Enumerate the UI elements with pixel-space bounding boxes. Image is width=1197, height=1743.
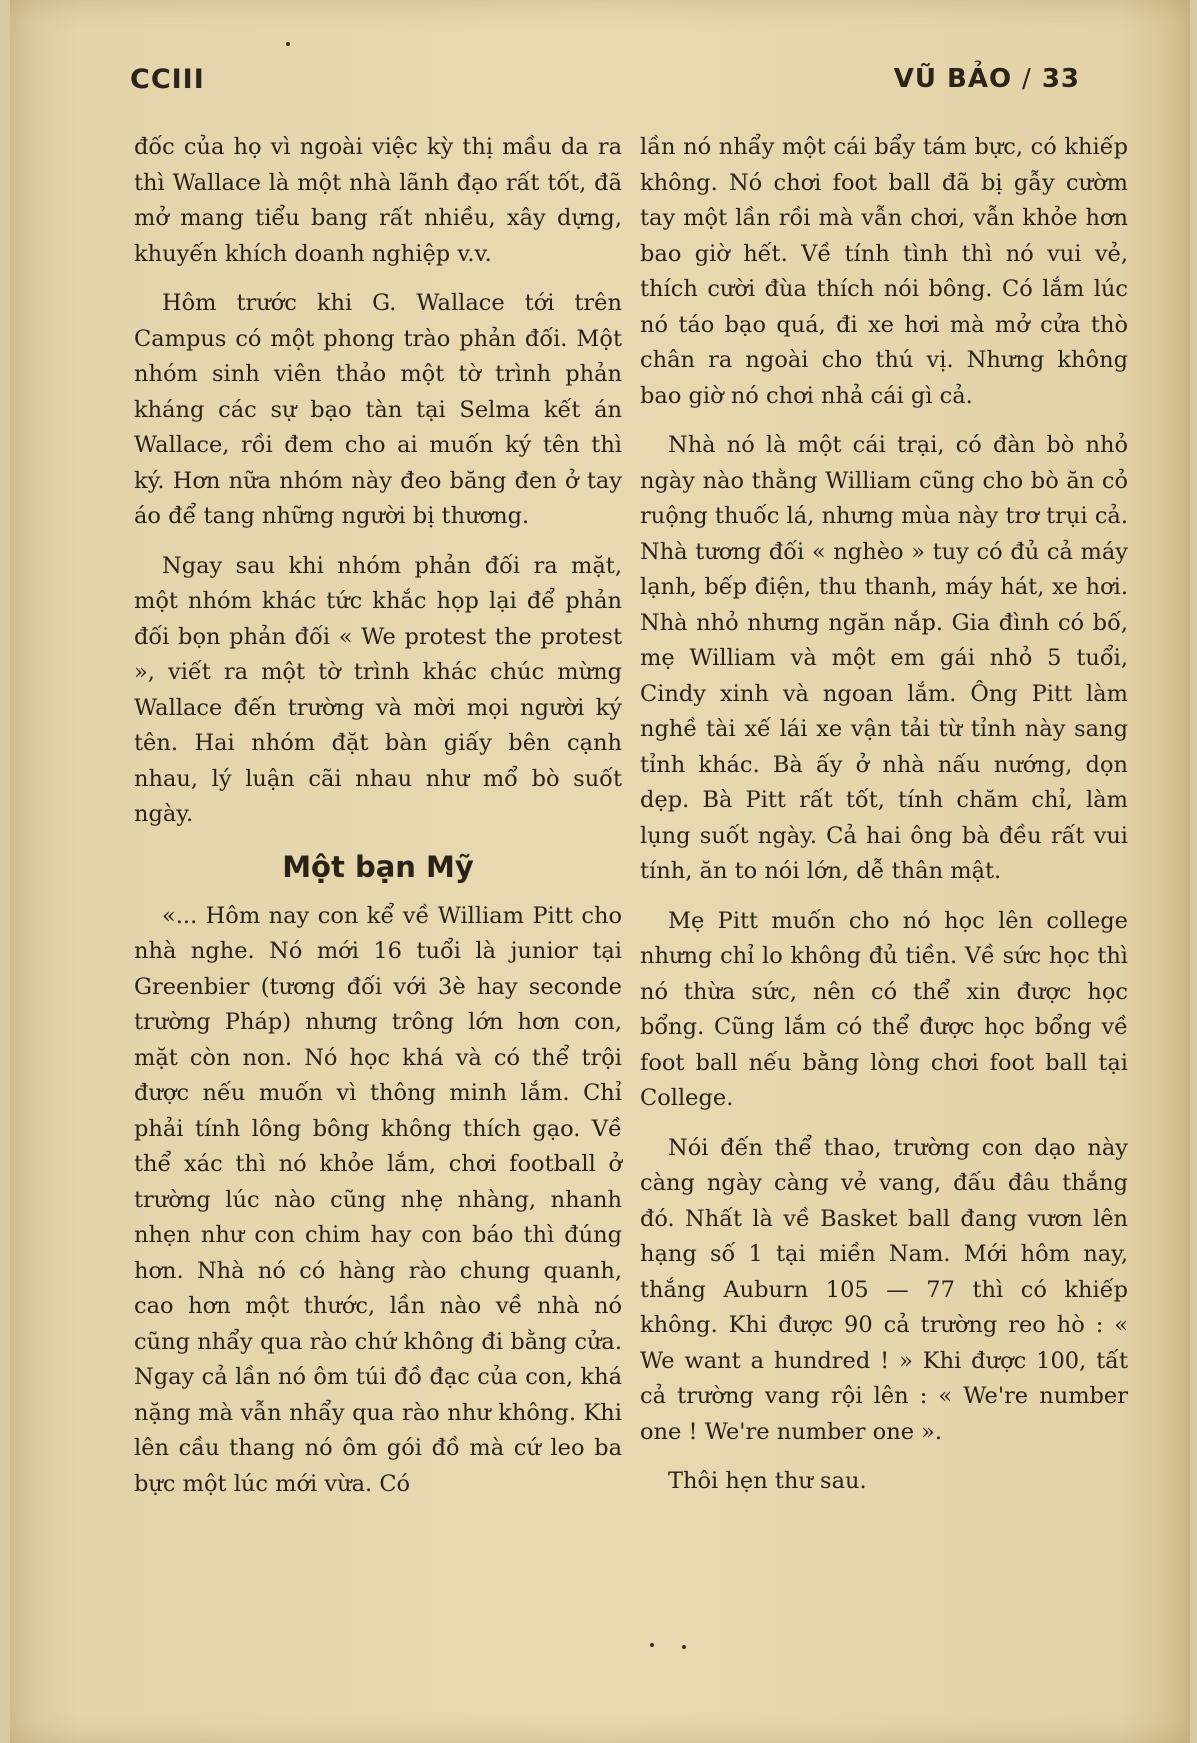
page-header [130,64,1080,104]
paragraph: Mẹ Pitt muốn cho nó học lên college nhưng chỉ lo không đủ tiền. Về sức học thì nó thừa sức, nên có thể xin được học bổng. Cũng lắm có thể được học bổng về foot ball nếu bằng lòng chơi foot ball tại College. [640,907,1128,1111]
closing-line: Thôi hẹn thư sau. [668,1468,867,1494]
paragraph: «... Hôm nay con kể về William Pitt cho nhà nghe. Nó mới 16 tuổi là junior tại Greenbier (tương đối với 3è hay seconde trường Pháp) nhưng trông lớn hơn con, mặt còn non. Nó học khá và có thể trội được nếu muốn vì thông minh lắm. Chỉ phải tính lông bông không thích gạo. Về thể xác thì nó khỏe lắm, chơi football ở trường lúc nào cũng nhẹ nhàng, nhanh nhẹn như con chim hay con báo thì đúng hơn. Nhà nó có hàng rào chung quanh, cao hơn một thước, lần nào về nhà nó cũng nhẩy qua rào chứ không đi bằng cửa. Ngay cả lần nó ôm túi đồ đạc của con, khá nặng mà vẫn nhẩy qua rào như không. Khi lên cầu thang nó ôm gói đồ mà cứ leo ba bực một lúc mới vừa. Có [134,902,622,1497]
paragraph: đốc của họ vì ngoài việc kỳ thị mầu da ra thì Wallace là một nhà lãnh đạo rất tốt, đã mở mang tiểu bang rất nhiều, xây dựng, khuyến khích doanh nghiệp v.v. [134,134,622,267]
ink-speck [286,42,290,46]
running-title [894,64,1080,94]
section-heading: Một bạn Mỹ [282,849,474,884]
paragraph: Nhà nó là một cái trại, có đàn bò nhỏ ngày nào thằng William cũng cho bò ăn cỏ ruộng thuốc lá, nhưng mùa này trơ trụi cả. Nhà tương đối « nghèo » tuy có đủ cả máy lạnh, bếp điện, thu thanh, máy hát, xe hơi. Nhà nhỏ nhưng ngăn nắp. Gia đình có bố, mẹ William và một em gái nhỏ 5 tuổi, Cindy xinh và ngoan lắm. Ông Pitt làm nghề tài xế lái xe vận tải từ tỉnh này sang tỉnh khác. Bà ấy ở nhà nấu nướng, dọn dẹp. Bà Pitt rất tốt, tính chăm chỉ, làm lụng suốt ngày. Cả hai ông bà đều rất vui tính, ăn to nói lớn, dễ thân mật. [640,432,1128,884]
page-number: 33 [1041,64,1080,94]
section-number: CCIII [130,64,205,95]
book-page [10,0,1190,1743]
author-name: VŨ BẢO [893,64,1013,94]
paragraph: Nói đến thể thao, trường con dạo này càng ngày càng vẻ vang, đấu đâu thắng đó. Nhất là về Basket ball đang vươn lên hạng số 1 tại miền Nam. Mới hôm nay, thắng Auburn 105 — 77 thì có khiếp không. Khi được 90 cả trường reo hò : « We want a hundred ! » Khi được 100, tất cả trường vang rội lên : « We're number one ! We're number one ». [640,1134,1128,1445]
header-separator: / [1022,64,1032,94]
right-column [640,130,1128,1514]
left-column [134,130,622,1516]
ink-speck [650,1643,654,1647]
paragraph: Hôm trước khi G. Wallace tới trên Campus có một phong trào phản đối. Một nhóm sinh viên thảo một tờ trình phản kháng các sự bạo tàn tại Selma kết án Wallace, rồi đem cho ai muốn ký tên thì ký. Hơn nữa nhóm này đeo băng đen ở tay áo để tang những người bị thương. [134,290,622,529]
paragraph: lần nó nhẩy một cái bẩy tám bực, có khiếp không. Nó chơi foot ball đã bị gẫy cườm tay một lần rồi mà vẫn chơi, vẫn khỏe hơn bao giờ hết. Về tính tình thì nó vui vẻ, thích cười đùa thích nói bông. Có lắm lúc nó táo bạo quá, đi xe hơi mà mở cửa thò chân ra ngoài cho thú vị. Nhưng không bao giờ nó chơi nhả cái gì cả. [640,134,1128,409]
ink-speck [682,1645,686,1649]
paragraph: Ngay sau khi nhóm phản đối ra mặt, một nhóm khác tức khắc họp lại để phản đối bọn phản đối « We protest the protest », viết ra một tờ trình khác chúc mừng Wallace đến trường và mời mọi người ký tên. Hai nhóm đặt bàn giấy bên cạnh nhau, lý luận cãi nhau như mổ bò suốt ngày. [134,552,622,827]
